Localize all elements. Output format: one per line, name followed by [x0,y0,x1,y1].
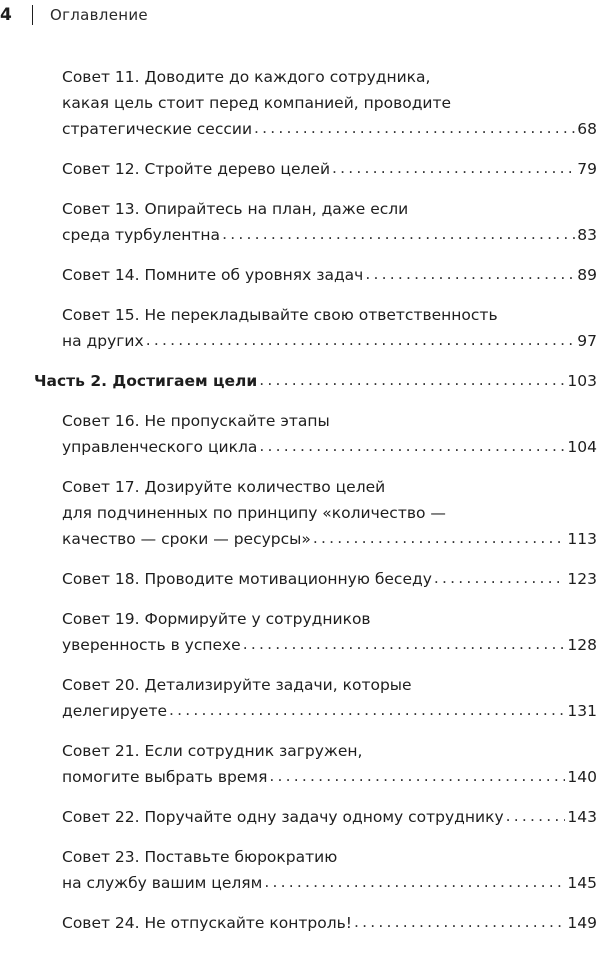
toc-entry[interactable] [62,672,597,724]
toc-entry-title-line: Совет 18. Проводите мотивационную беседу [62,570,432,588]
toc-entry-last-line [34,368,597,394]
toc-entry[interactable] [62,64,597,142]
toc-entry[interactable] [62,408,597,460]
header-title: Оглавление [50,6,148,24]
toc-entry-title-line: Совет 14. Помните об уровнях задач [62,266,364,284]
toc-entry-title-line: стратегические сессии [62,120,253,138]
toc-entry-title-line: управленческого цикла [62,438,258,456]
toc-entry-title-line: Совет 22. Поручайте одну задачу одному сотруднику [62,808,504,826]
toc-entry-last-line [62,156,597,182]
toc-entry-title-line: помогите выбрать время [62,768,268,786]
toc-entry-title-line: качество — сроки — ресурсы» [62,530,311,548]
dot-leader [332,155,575,181]
toc-entry[interactable] [62,738,597,790]
toc-entry[interactable] [62,910,597,936]
toc-page-number: 113 [567,530,597,548]
toc-entry-title-line: Совет 17. Дозируйте количество целей [62,478,386,496]
toc-entry-last-line [62,870,597,896]
toc-entry-last-line [62,434,597,460]
page-number: 4 [0,5,12,25]
toc-entry-title-line: Совет 15. Не перекладывайте свою ответственность [62,306,498,324]
toc-page-number: 131 [567,702,597,720]
toc-entry[interactable] [62,474,597,552]
toc-entry-title-line: среда турбулентна [62,226,221,244]
toc-page-number: 83 [577,226,597,244]
toc-entry[interactable] [62,566,597,592]
dot-leader [354,909,565,935]
table-of-contents [0,64,603,950]
toc-entry-last-line [62,222,597,248]
dot-leader [365,261,575,287]
toc-entry-title-line: на других [62,332,144,350]
toc-entry[interactable] [62,156,597,182]
dot-leader [313,525,566,551]
toc-entry-title-line: Совет 12. Стройте дерево целей [62,160,331,178]
toc-part-entry[interactable] [34,368,597,394]
toc-page-number: 79 [577,160,597,178]
toc-page-number: 68 [577,120,597,138]
toc-entry-last-line [62,262,597,288]
toc-entry-last-line [62,328,597,354]
dot-leader [264,869,565,895]
toc-page-number: 123 [567,570,597,588]
toc-page-number: 128 [567,636,597,654]
toc-entry[interactable] [62,196,597,248]
toc-entry-last-line [62,116,597,142]
toc-entry-last-line [62,526,597,552]
toc-entry-last-line [62,632,597,658]
toc-entry-title-line: Совет 21. Если сотрудник загружен, [62,742,363,760]
dot-leader [259,433,565,459]
toc-entry-title-line: Совет 19. Формируйте у сотрудников [62,610,371,628]
toc-entry-title-line: на службу вашим целям [62,874,263,892]
toc-entry[interactable] [62,302,597,354]
toc-entry[interactable] [62,844,597,896]
toc-entry[interactable] [62,804,597,830]
toc-page-number: 140 [567,768,597,786]
dot-leader [243,631,566,657]
toc-page-number: 145 [567,874,597,892]
dot-leader [254,115,575,141]
toc-page-number: 89 [577,266,597,284]
dot-leader [269,763,565,789]
toc-entry-last-line [62,804,597,830]
toc-entry-title-line: Совет 23. Поставьте бюрократию [62,848,338,866]
toc-entry-title-line: Совет 13. Опирайтесь на план, даже если [62,200,409,218]
toc-entry-title-line: Совет 24. Не отпускайте контроль! [62,914,352,932]
toc-entry-last-line [62,566,597,592]
toc-entry-title-line: Совет 20. Детализируйте задачи, которые [62,676,412,694]
toc-page-number: 143 [567,808,597,826]
toc-entry-title-line: для подчиненных по принципу «количество — [62,504,446,522]
toc-entry-title-line: уверенность в успехе [62,636,241,654]
toc-entry-last-line [62,910,597,936]
toc-page-number: 97 [577,332,597,350]
toc-entry-last-line [62,698,597,724]
toc-entry-title-line: Часть 2. Достигаем цели [34,372,258,390]
running-header [0,2,148,28]
toc-page-number: 104 [567,438,597,456]
toc-entry[interactable] [62,606,597,658]
toc-entry-last-line [62,764,597,790]
dot-leader [434,565,566,591]
toc-entry[interactable] [62,262,597,288]
toc-entry-title-line: Совет 11. Доводите до каждого сотрудника, [62,68,431,86]
dot-leader [506,803,566,829]
toc-entry-title-line: делегируете [62,702,168,720]
dot-leader [146,327,576,353]
dot-leader [222,221,575,247]
header-divider [32,5,33,25]
toc-entry-title-line: Совет 16. Не пропускайте этапы [62,412,330,430]
dot-leader [169,697,565,723]
toc-entry-title-line: какая цель стоит перед компанией, проводите [62,94,452,112]
dot-leader [259,367,565,393]
toc-page-number: 103 [567,372,597,390]
toc-page-number: 149 [567,914,597,932]
